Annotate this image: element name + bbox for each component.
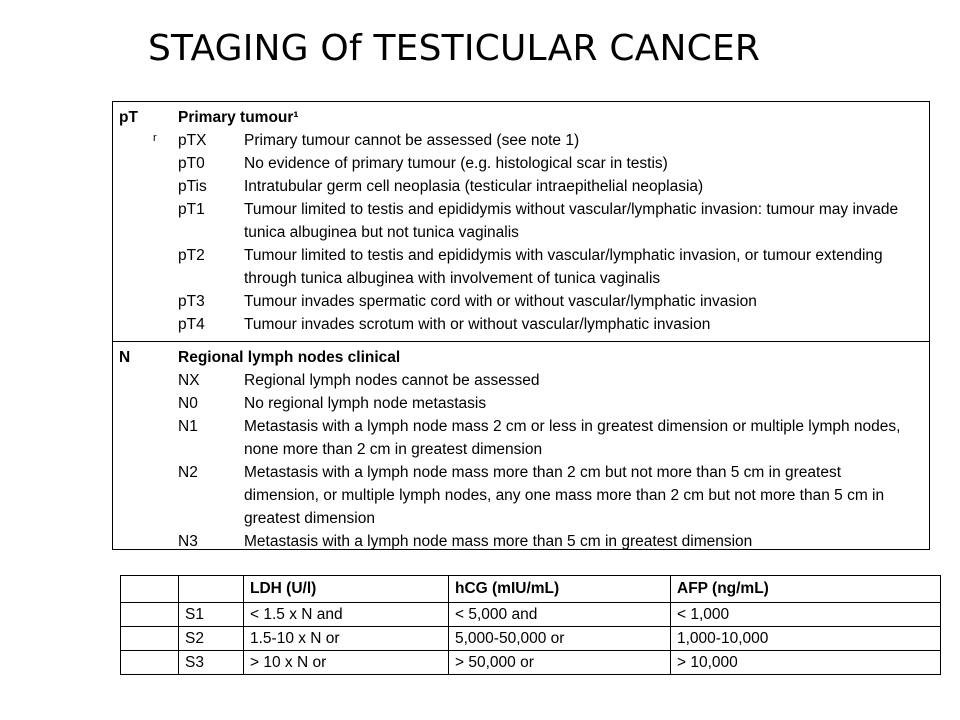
stage-description: Metastasis with a lymph node mass more than 2 cm but not more than 5 cm in greatest dimension, or multiple lymph nodes, any one mass more than 2 cm but not more than 5 cm in greatest dimension — [244, 464, 885, 527]
column-header-afp: AFP (ng/mL) — [671, 576, 941, 603]
stage-code: N2 — [178, 464, 198, 481]
table-row — [113, 175, 929, 198]
table-row — [113, 129, 929, 152]
table-row — [113, 392, 929, 415]
section-code: N — [119, 349, 131, 366]
stage-description: Tumour limited to testis and epididymis without vascular/lymphatic invasion: tumour may invade tunica albuginea but not tunica vaginalis — [244, 201, 899, 241]
table-cell: < 1.5 x N and — [244, 603, 449, 627]
stage-code: pT1 — [178, 201, 205, 218]
column-header-ldh: LDH (U/l) — [244, 576, 449, 603]
table-cell — [121, 627, 179, 651]
table-cell — [121, 651, 179, 675]
table-row — [113, 369, 929, 392]
table-row — [113, 198, 929, 244]
table-row — [113, 244, 929, 290]
table-row — [113, 461, 929, 530]
stage-code: S2 — [179, 627, 244, 651]
section-heading: Regional lymph nodes clinical — [178, 349, 401, 366]
primary-tumour-section — [113, 102, 929, 342]
stage-description: No regional lymph node metastasis — [244, 395, 487, 412]
stage-description: Metastasis with a lymph node mass more than 5 cm in greatest dimension — [244, 533, 753, 550]
section-code: pT — [119, 109, 138, 126]
table-row — [113, 313, 929, 336]
stage-description: Tumour limited to testis and epididymis with vascular/lymphatic invasion, or tumour extending through tunica albuginea with involvement of tunica vaginalis — [244, 247, 883, 287]
stage-code: N1 — [178, 418, 198, 435]
stage-code: pT3 — [178, 293, 205, 310]
table-cell: 5,000-50,000 or — [449, 627, 671, 651]
table-row — [121, 603, 941, 627]
column-header — [179, 576, 244, 603]
stage-description: Intratubular germ cell neoplasia (testicular intraepithelial neoplasia) — [244, 178, 704, 195]
stage-code: pT2 — [178, 247, 205, 264]
stage-description: Tumour invades scrotum with or without vascular/lymphatic invasion — [244, 316, 711, 333]
table-cell: < 1,000 — [671, 603, 941, 627]
table-cell: 1,000-10,000 — [671, 627, 941, 651]
staging-table — [112, 101, 930, 550]
table-row — [113, 290, 929, 313]
stray-mark: r — [153, 132, 157, 144]
column-header-hcg: hCG (mIU/mL) — [449, 576, 671, 603]
table-cell: > 10 x N or — [244, 651, 449, 675]
stage-description: Regional lymph nodes cannot be assessed — [244, 372, 540, 389]
stage-code: pTX — [178, 132, 207, 149]
stage-code: pT0 — [178, 155, 205, 172]
table-cell: > 50,000 or — [449, 651, 671, 675]
stage-code: S1 — [179, 603, 244, 627]
stage-code: N3 — [178, 533, 198, 550]
table-row — [113, 152, 929, 175]
column-header — [121, 576, 179, 603]
stage-description: No evidence of primary tumour (e.g. histological scar in testis) — [244, 155, 668, 172]
table-cell — [121, 603, 179, 627]
table-row — [121, 627, 941, 651]
stage-code: N0 — [178, 395, 198, 412]
page-title: STAGING Of TESTICULAR CANCER — [148, 28, 761, 69]
table-cell: > 10,000 — [671, 651, 941, 675]
table-cell: < 5,000 and — [449, 603, 671, 627]
stage-description: Tumour invades spermatic cord with or without vascular/lymphatic invasion — [244, 293, 757, 310]
stage-code: pTis — [178, 178, 207, 195]
table-row — [113, 530, 929, 553]
stage-description: Metastasis with a lymph node mass 2 cm or less in greatest dimension or multiple lymph nodes, none more than 2 cm in greatest dimension — [244, 418, 901, 458]
section-heading: Primary tumour¹ — [178, 109, 299, 126]
stage-code: NX — [178, 372, 200, 389]
stage-code: pT4 — [178, 316, 205, 333]
stage-description: Primary tumour cannot be assessed (see note 1) — [244, 132, 580, 149]
serum-markers-table — [120, 575, 941, 675]
table-row — [113, 415, 929, 461]
table-header-row — [121, 576, 941, 603]
stage-code: S3 — [179, 651, 244, 675]
table-cell: 1.5-10 x N or — [244, 627, 449, 651]
table-row — [121, 651, 941, 675]
regional-lymph-nodes-section — [113, 342, 929, 549]
